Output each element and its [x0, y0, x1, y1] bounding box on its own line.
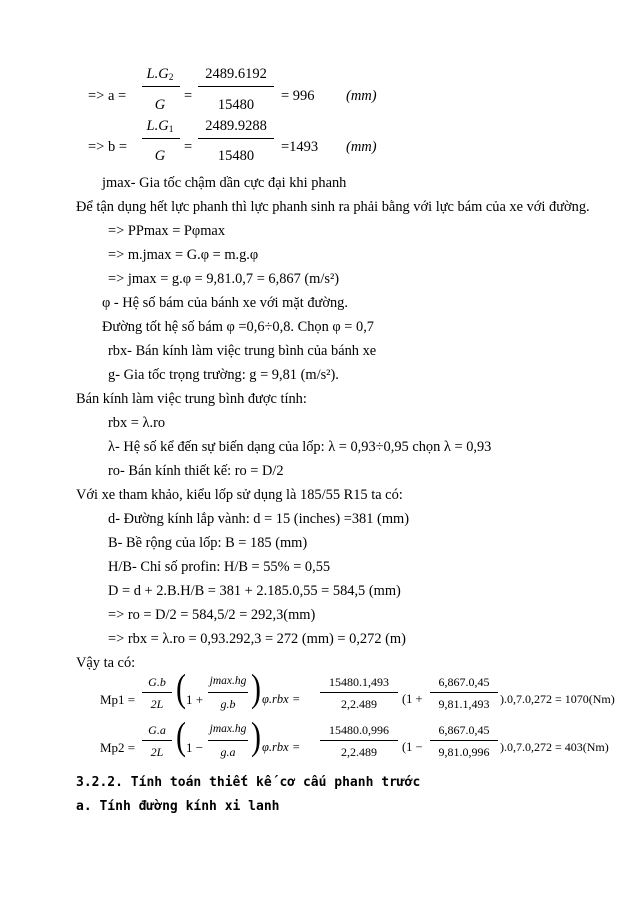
conclusion: Vậy ta có:: [76, 655, 136, 671]
eq-a-num2: 2489.6192: [205, 66, 267, 82]
mp2-f1-num: G.a: [148, 723, 166, 737]
mp1-f4-den: 9,81.1,493: [438, 697, 490, 711]
mp2-one-minus: 1 −: [186, 740, 204, 755]
p-eq: => PPmax = Pφmax: [108, 223, 226, 239]
eq-a-den: G: [154, 97, 166, 113]
mp2-f3-num: 15480.0,996: [329, 723, 389, 737]
mp2-f4-num: 6,867.0,45: [438, 723, 490, 737]
B-def: B- Bề rộng của lốp: B = 185 (mm): [108, 535, 308, 551]
ro-calc: => ro = D/2 = 584,5/2 = 292,3(mm): [108, 607, 316, 623]
mp2-f4-den: 9,81.0,996: [438, 745, 490, 759]
rbx-calc: => rbx = λ.ro = 0,93.292,3 = 272 (mm) = 0,272 (m): [108, 631, 406, 647]
mp1-label: Mp1 =: [100, 692, 136, 707]
rbx-calc-intro: Bán kính làm việc trung bình được tính:: [76, 391, 307, 407]
eq-a-result: = 996: [281, 88, 315, 104]
eq-b-num2: 2489.9288: [205, 118, 267, 134]
g-def: g- Gia tốc trọng trường: g = 9,81 (m/s²).: [108, 367, 339, 383]
rbx-formula: rbx = λ.ro: [108, 415, 166, 431]
mp1-f1-num: G.b: [148, 675, 166, 689]
document-page: => a = $L.G_2$ G = 2489.6192 15480 = 996 (mm) => b = $L.G_1$ G = 2489.9288 15480 =1493 (mm) jmax- Gia tốc chậm dần cực đại khi phanh Để tận dụng hết lực phanh thì lực phanh sinh ra phải bằng với lực bám của xe với đường. => PPmax = Pφmax => m.jmax = G.φ = m.g.φ => jmax = g.φ = 9,81.0,7 = 6,867 (m/s²) φ - Hệ số bám của bánh xe với mặt đường. Đường tốt hệ số bám φ =0,6÷0,8. Chọn φ = 0,7 rbx- Bán kính làm việc trung bình của bánh xe g- Gia tốc trọng trường: g = 9,81 (m/s²). Bán kính làm việc trung bình được tính: rbx = λ.ro λ- Hệ số kể đến sự biến dạng của lốp: λ = 0,93÷0,95 chọn λ = 0,93 ro- Bán kính thiết kế: ro = D/2 Với xe tham khảo, kiểu lốp sử dụng là 185/55 R15 ta có: d- Đường kính lắp vành: d = 15 (inches) =381 (mm) B- Bề rộng của lốp: B = 185 (mm) H/B- Chỉ số profin: H/B = 55% = 0,55 D = d + 2.B.H/B = 381 + 2.185.0,55 = 584,5 (mm) => ro = D/2 = 584,5/2 = 292,3(mm) => rbx = λ.ro = 0,93.292,3 = 272 (mm) = 0,272 (m) Vậy ta có: Mp1 = G.b 2L ( 1 + jmax.hg g.b ) φ.rbx = 15480.1,493 2,2.489 (1 + 6,867.0,45 9,81.1,493 ).0,7.0,272 = 1070(Nm) Mp2 = G.a 2L ( 1 − jmax.hg g.a ) φ.rbx = 15480.0,996 2,2.489 (1 − 6,867.0,45 9,81.0,996 ).0,7.0,272 = 403(Nm) 3.2.2. Tính toán thiết kế cơ cấu phanh trước a. Tính đường kính xi lanh: [76, 66, 615, 814]
mp2-phi-r: φ.rbx =: [262, 740, 301, 754]
mp2-f2-num: jmax.hg: [209, 723, 247, 735]
eq-b-lhs: => b =: [88, 139, 128, 155]
eq-a-unit: (mm): [346, 88, 377, 104]
rbx-def: rbx- Bán kính làm việc trung bình của bánh xe: [108, 343, 377, 359]
mp1-one-plus: 1 +: [186, 692, 204, 707]
mp2-f1-den: 2L: [150, 745, 164, 759]
mp1-tail: ).0,7.0,272 = 1070(Nm): [500, 692, 615, 706]
eq-b-den2: 15480: [217, 148, 255, 164]
mp2-open: (1 −: [402, 740, 423, 754]
m-eq: => m.jmax = G.φ = m.g.φ: [108, 247, 259, 263]
jmax-def: jmax- Gia tốc chậm dần cực đại khi phanh: [102, 175, 347, 191]
mp1-phi-r: φ.rbx =: [262, 692, 301, 706]
d-def: d- Đường kính lắp vành: d = 15 (inches) =381 (mm): [108, 511, 410, 527]
mp1-f3-num: 15480.1,493: [329, 675, 389, 689]
phi-range: Đường tốt hệ số bám φ =0,6÷0,8. Chọn φ = 0,7: [102, 319, 375, 335]
mp2-f3-den: 2,2.489: [341, 745, 377, 759]
mp2-f2-den: g.a: [220, 745, 236, 759]
eq-a-lhs: => a =: [88, 88, 127, 104]
eq-b-unit: (mm): [346, 139, 377, 155]
mp1-f4-num: 6,867.0,45: [438, 675, 490, 689]
HB-def: H/B- Chỉ số profin: H/B = 55% = 0,55: [108, 559, 331, 575]
eq-b-num: $L.G_1$: [146, 118, 174, 135]
mp1-f2-den: g.b: [220, 697, 236, 711]
full-use: Để tận dụng hết lực phanh thì lực phanh sinh ra phải bằng với lực bám của xe với đường.: [76, 199, 590, 215]
mp1-f1-den: 2L: [150, 697, 164, 711]
D-calc: D = d + 2.B.H/B = 381 + 2.185.0,55 = 584,5 (mm): [108, 583, 401, 599]
eq-b-den: G: [154, 148, 166, 164]
mp2-label: Mp2 =: [100, 740, 136, 755]
heading-a: a. Tính đường kính xi lanh: [76, 799, 280, 814]
mp2-tail: ).0,7.0,272 = 403(Nm): [500, 740, 609, 754]
eq-a-num: $L.G_2$: [146, 66, 174, 83]
tire-intro: Với xe tham khảo, kiểu lốp sử dụng là 185/55 R15 ta có:: [76, 487, 403, 503]
mp1-f3-den: 2,2.489: [341, 697, 377, 711]
ro-def: ro- Bán kính thiết kế: ro = D/2: [108, 463, 284, 479]
eq-a-den2: 15480: [217, 97, 255, 113]
eq-b-result: =1493: [281, 139, 319, 155]
mp1-open: (1 +: [402, 692, 423, 706]
heading-322: 3.2.2. Tính toán thiết kế cơ cấu phanh trước: [76, 775, 421, 790]
mp1-f2-num: jmax.hg: [209, 675, 247, 687]
lambda-def: λ- Hệ số kể đến sự biến dạng của lốp: λ = 0,93÷0,95 chọn λ = 0,93: [108, 439, 492, 455]
phi-def: φ - Hệ số bám của bánh xe với mặt đường.: [102, 295, 348, 311]
j-eq: => jmax = g.φ = 9,81.0,7 = 6,867 (m/s²): [108, 271, 340, 287]
